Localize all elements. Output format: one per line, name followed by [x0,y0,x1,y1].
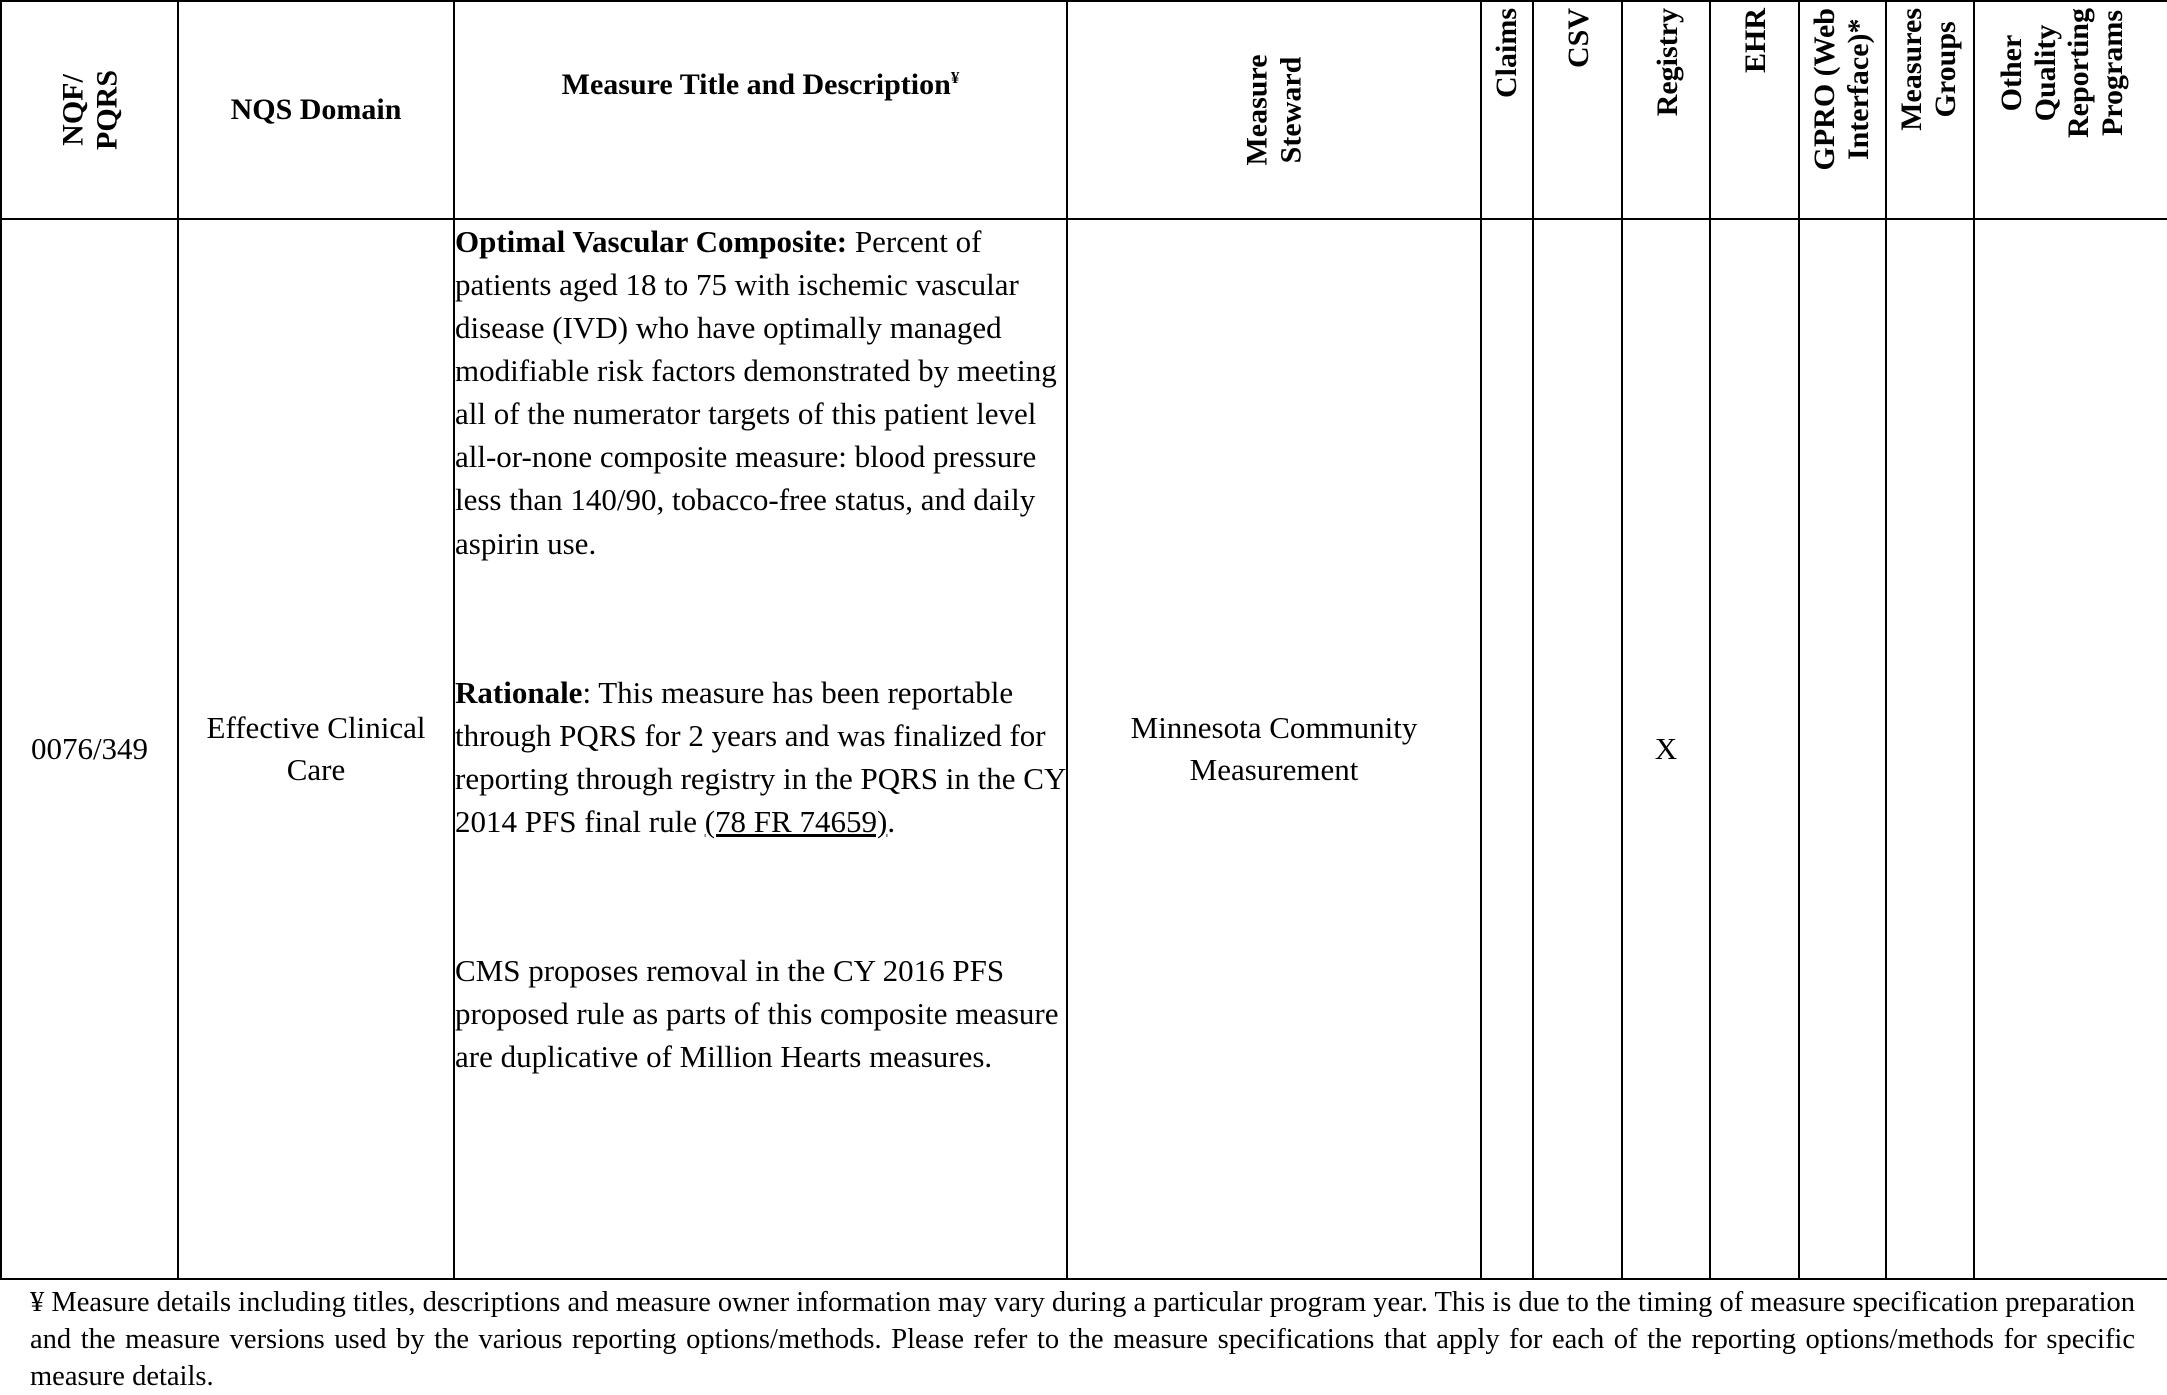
header-measures-groups: Measures Groups [1886,1,1974,219]
header-row [1,1,2167,219]
cell-claims [1481,219,1533,1279]
header-nqs-domain: NQS Domain [178,1,454,219]
header-ehr: EHR [1710,1,1799,219]
header-csv: CSV [1533,1,1622,219]
header-claims: Claims [1481,1,1533,219]
cell-nqs-domain: Effective Clinical Care [178,219,454,1279]
rationale-paragraph: Rationale: This measure has been reportable through PQRS for 2 years and was finalized for reporting through registry in the PQRS in the CY 2014 PFS final rule (78 FR 74659). [455,674,1066,839]
cell-measure-description [454,219,1067,1279]
yen-mark: ¥ [950,68,960,87]
cell-ehr [1710,219,1799,1279]
cell-csv [1533,219,1622,1279]
cell-gpro [1799,219,1886,1279]
header-other-programs: Other Quality Reporting Programs [1974,1,2167,219]
cell-measures-groups [1886,219,1974,1279]
removal-paragraph: CMS proposes removal in the CY 2016 PFS proposed rule as parts of this composite measure are duplicative of Million Hearts measures. [455,952,1059,1075]
header-registry: Registry [1622,1,1710,219]
cell-other-programs [1974,219,2167,1279]
header-nqf-pqrs: NQF/ PQRS [1,1,178,219]
fr-citation-link[interactable]: (78 FR 74659) [704,803,888,839]
table-row [1,219,2167,1279]
description-paragraph: Optimal Vascular Composite: Percent of patients aged 18 to 75 with ischemic vascular disease (IVD) who have optimally managed modifiable risk factors demonstrated by meeting all of the numerator targets of this patient level all-or-none composite measure: blood pressure less than 140/90, tobacco-free status, and daily aspirin use. [455,224,1057,561]
header-gpro: GPRO (Web Interface)* [1799,1,1886,219]
header-measure-title: Measure Title and Description¥ [454,1,1067,219]
cell-registry: X [1622,219,1710,1279]
header-measure-steward: Measure Steward [1067,1,1481,219]
footnote: ¥ Measure details including titles, descriptions and measure owner information may vary during a particular program year. This is due to the timing of measure specification preparation and the measure versions used by the various reporting options/methods. Please refer to the measure specifications that apply for each of the reporting options/methods for specific measure details. [30,1287,2135,1393]
cell-measure-steward: Minnesota Community Measurement [1067,219,1481,1279]
cell-nqf-pqrs: 0076/349 [1,219,178,1279]
